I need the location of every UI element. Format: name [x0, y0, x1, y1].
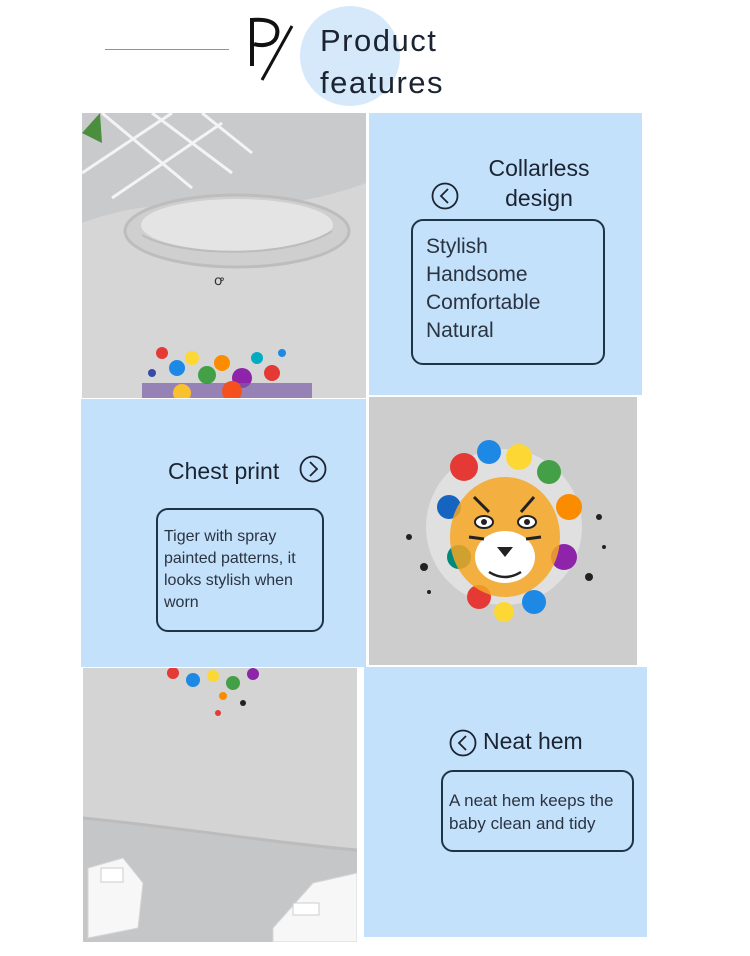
feature-description-text: [449, 789, 613, 835]
feature-description-list: [426, 233, 540, 345]
tiger-print-photo: [369, 397, 637, 665]
feature-heading-line1: Collarless: [488, 155, 590, 181]
feature-description-text: [164, 526, 296, 614]
feature-panel-collarless: [369, 113, 642, 395]
feature-heading-neat-hem: Neat hem: [483, 728, 583, 754]
page-title-line2: features: [320, 65, 445, 100]
feature-trait: Natural: [426, 319, 494, 342]
feature-heading-chest-print: Chest print: [168, 458, 280, 484]
svg-text:ꝍ: ꝍ: [214, 273, 224, 289]
feature-description-box: [441, 770, 634, 852]
feature-trait: Stylish: [426, 235, 488, 258]
feature-description-line: worn: [164, 594, 199, 611]
header-divider-line: [105, 49, 229, 50]
feature-trait: Comfortable: [426, 291, 541, 314]
tiger-print-illustration: [369, 397, 637, 665]
chevron-left-circle-icon: [431, 182, 459, 210]
page-title-line1: Product: [320, 23, 438, 58]
collar-photo-illustration: [82, 113, 366, 398]
feature-heading-line2: design: [505, 185, 573, 211]
feature-panel-chest-print: [81, 399, 366, 667]
feature-description-box: [156, 508, 324, 632]
feature-heading-collarless: [474, 153, 604, 213]
feature-description-line: Tiger with spray: [164, 528, 277, 545]
hem-photo: [83, 668, 357, 942]
collar-photo: [82, 113, 366, 398]
feature-description-line: looks stylish when: [164, 572, 293, 589]
chevron-right-circle-icon: [299, 455, 327, 483]
feature-panel-neat-hem: [364, 667, 647, 937]
chevron-left-circle-icon: [449, 729, 477, 757]
feature-trait: Handsome: [426, 263, 528, 286]
brand-p-logo: [246, 14, 298, 84]
feature-description-line: painted patterns, it: [164, 550, 296, 567]
feature-description-line: baby clean and tidy: [449, 814, 596, 833]
hem-photo-illustration: [83, 668, 357, 942]
feature-description-box: [411, 219, 605, 365]
page-title: [320, 20, 444, 104]
feature-description-line: A neat hem keeps the: [449, 791, 614, 810]
